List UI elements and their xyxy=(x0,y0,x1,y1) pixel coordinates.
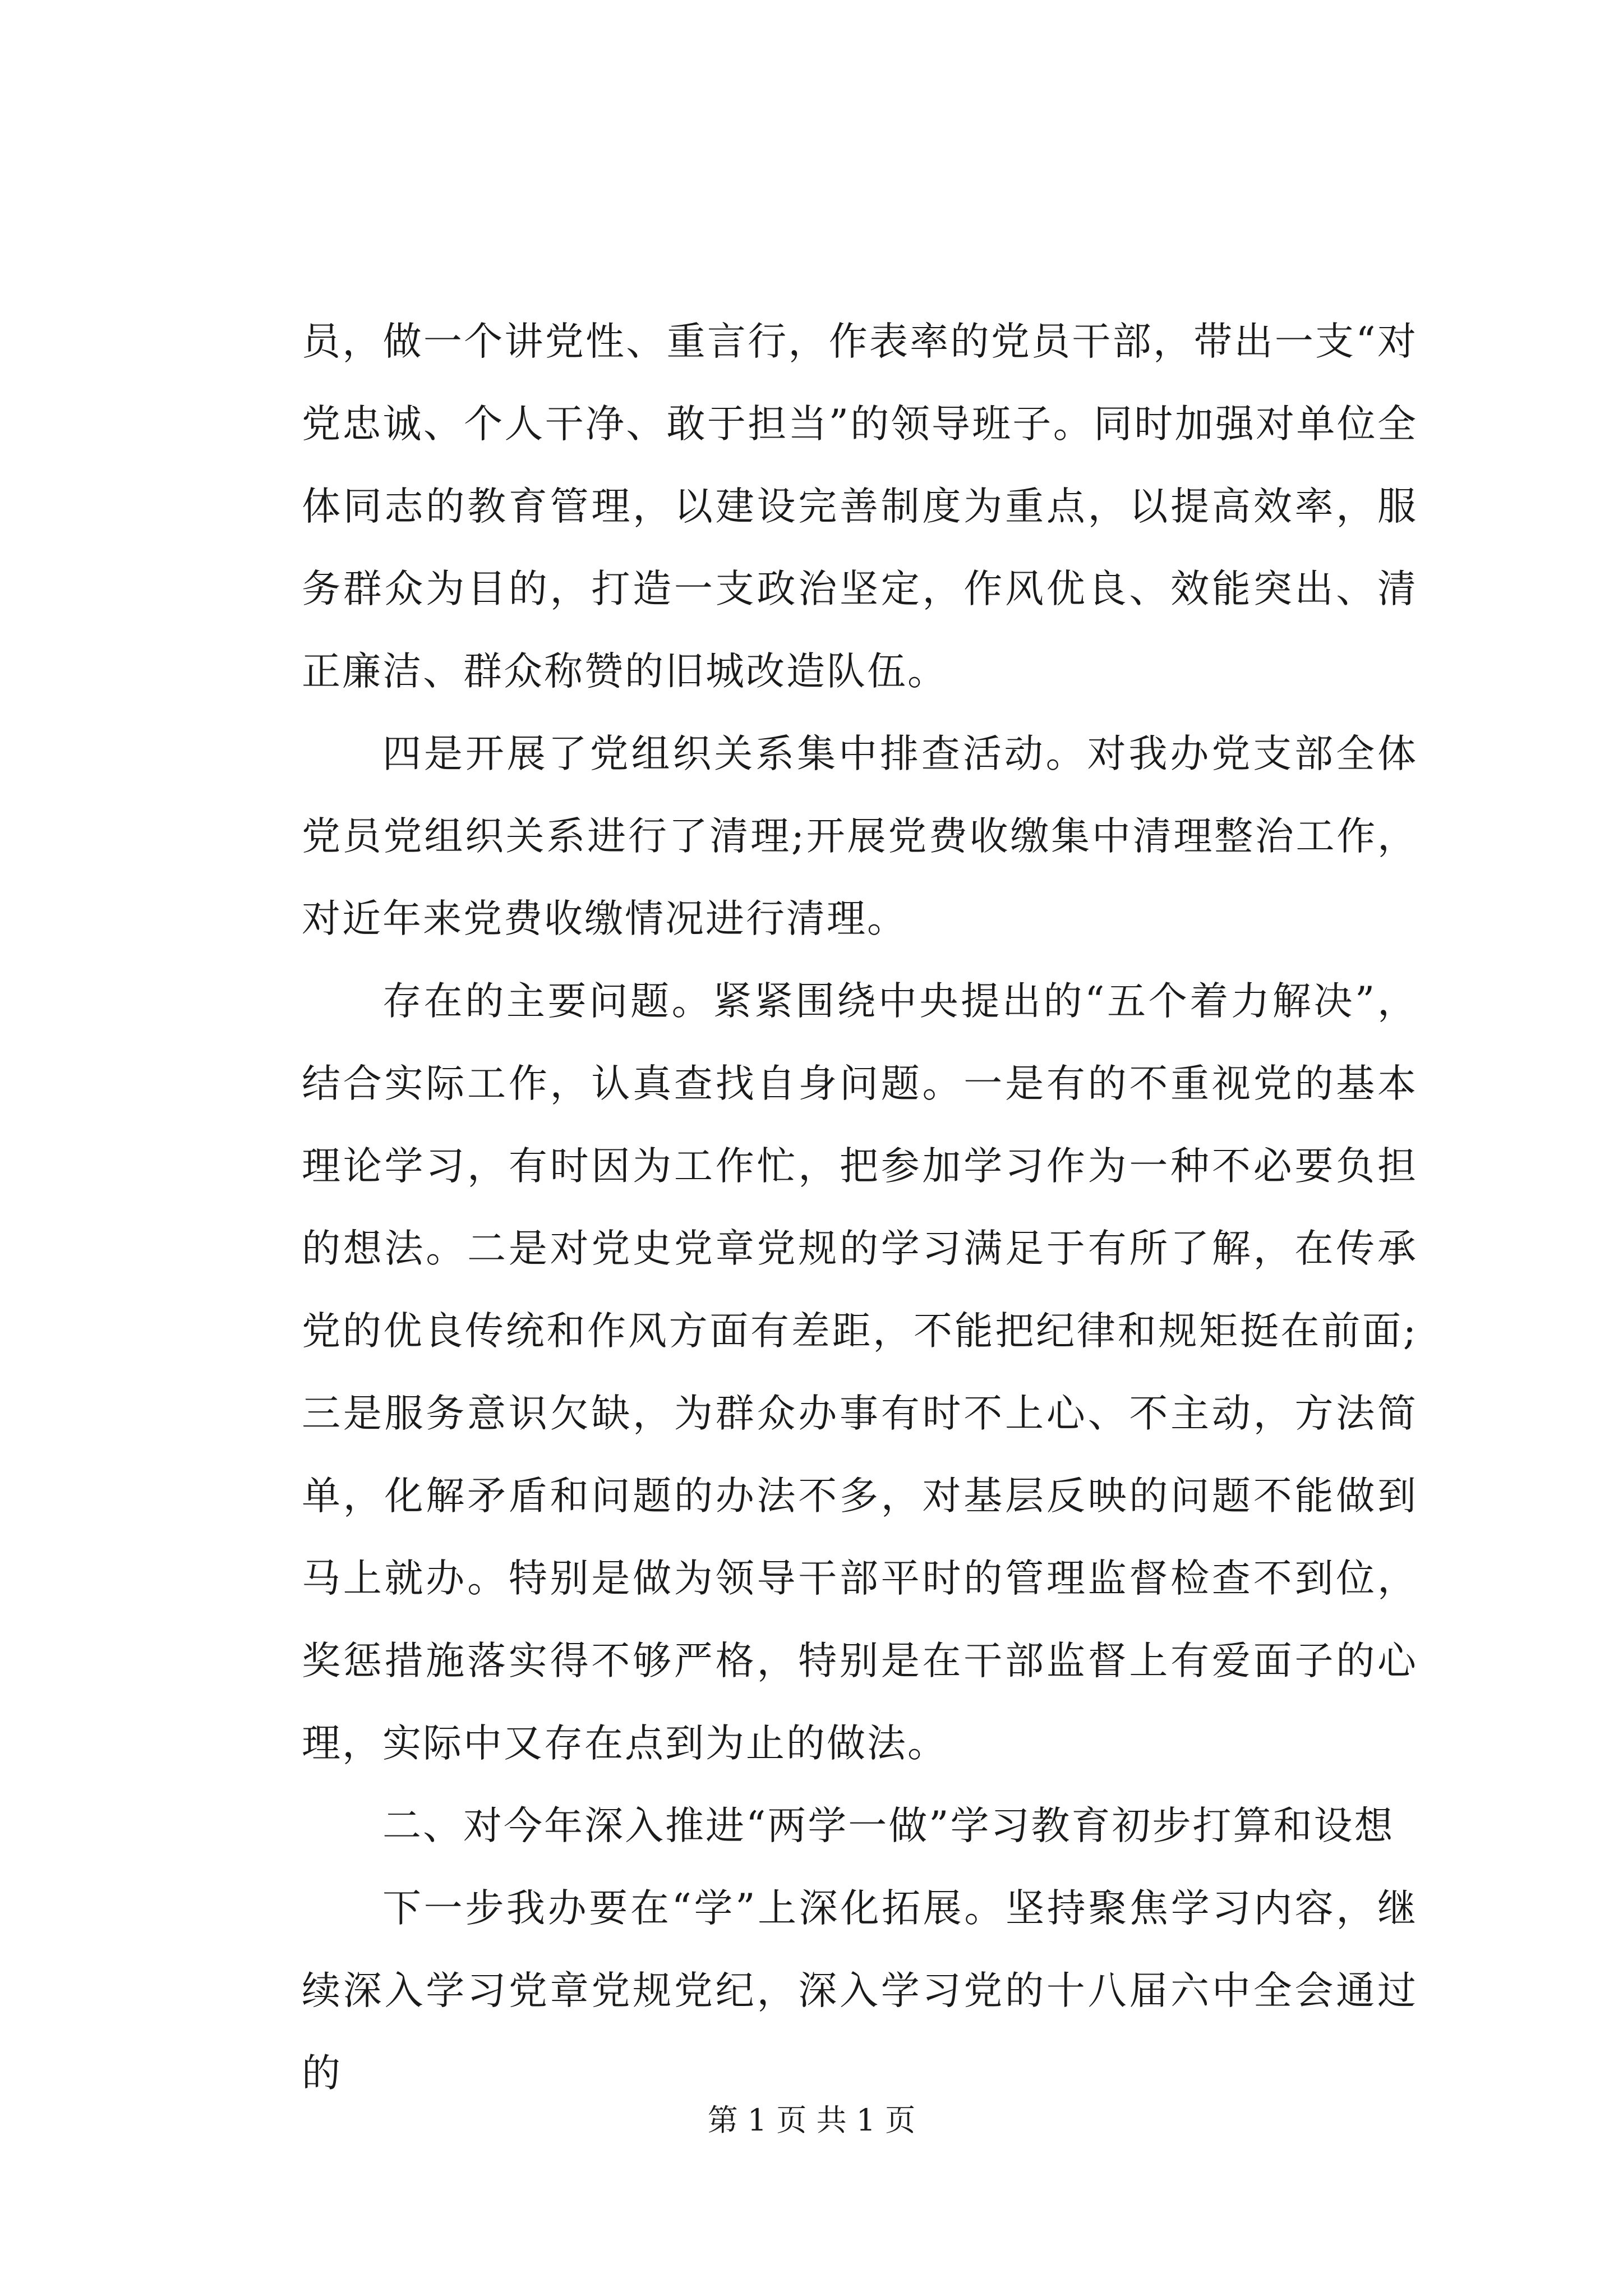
document-body xyxy=(302,301,1418,2115)
paragraph-3: 存在的主要问题。紧紧围绕中央提出的“五个着力解决”，结合实际工作，认真查找自身问题。一是有的不重视党的基本理论学习，有时因为工作忙，把参加学习作为一种不必要负担的想法。二是对党史党章党规的学习满足于有所了解，在传承党的优良传统和作风方面有差距，不能把纪律和规矩挺在前面;三是服务意识欠缺，为群众办事有时不上心、不主动，方法简单，化解矛盾和问题的办法不多，对基层反映的问题不能做到马上就办。特别是做为领导干部平时的管理监督检查不到位，奖惩措施落实得不够严格，特别是在干部监督上有爱面子的心理，实际中又存在点到为止的做法。 xyxy=(302,979,1418,1766)
paragraph-5: 下一步我办要在“学”上深化拓展。坚持聚焦学习内容，继续深入学习党章党规党纪，深入学习党的十八届六中全会通过的 xyxy=(302,1886,1418,2096)
section-heading: 二、对今年深入推进“两学一做”学习教育初步打算和设想 xyxy=(382,1803,1395,1848)
page-footer: 第 1 页 共 1 页 xyxy=(707,2102,916,2138)
paragraph-1: 员，做一个讲党性、重言行，作表率的党员干部，带出一支“对党忠诚、个人干净、敢于担当”的领导班子。同时加强对单位全体同志的教育管理，以建设完善制度为重点，以提高效率，服务群众为目的，打造一支政治坚定，作风优良、效能突出、清正廉洁、群众称赞的旧城改造队伍。 xyxy=(302,319,1418,694)
paragraph-2: 四是开展了党组织关系集中排查活动。对我办党支部全体党员党组织关系进行了清理;开展党费收缴集中清理整治工作，对近年来党费收缴情况进行清理。 xyxy=(302,731,1418,941)
